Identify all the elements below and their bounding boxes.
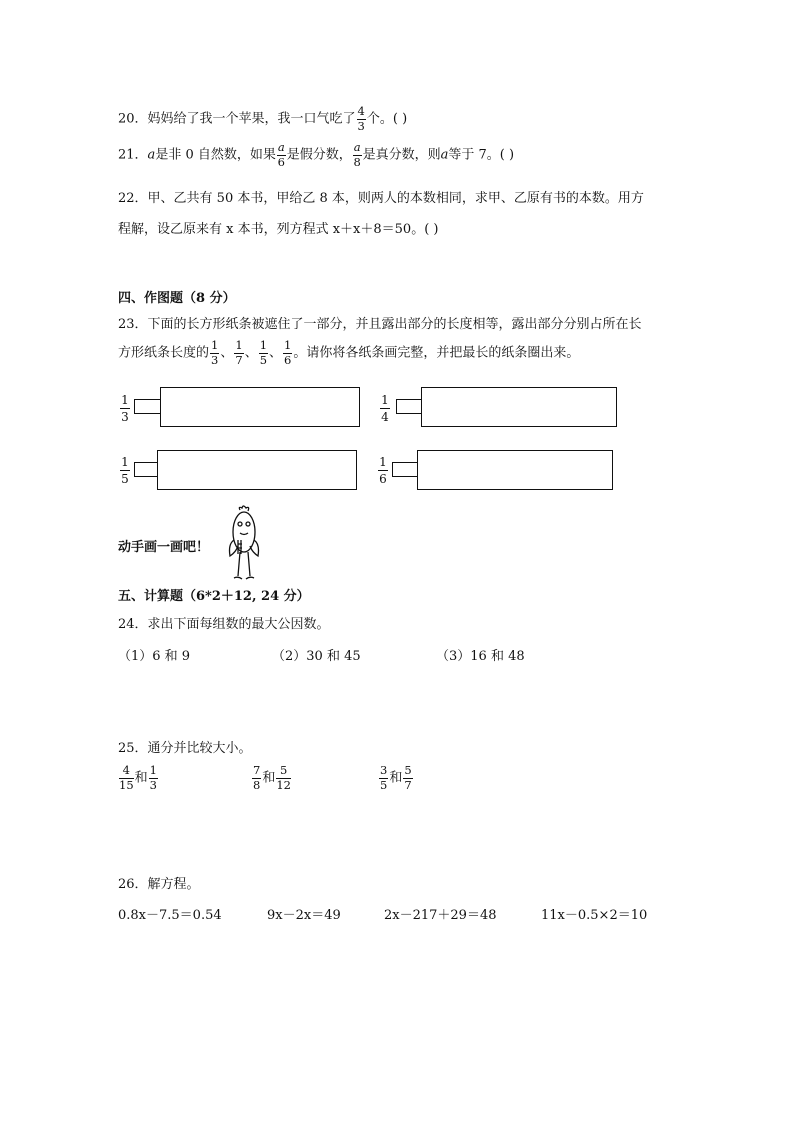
q25-pair-2: $\frac{7}{8}$ 和 $\frac{5}{12}$ (253, 763, 291, 792)
strip-cover-1-4 (421, 387, 617, 427)
question-23-line-2: 方形纸条长度的 $\frac{1}{3}$ 、 $\frac{1}{7}$ 、 $\frac{1}{5}$ 、 $\frac{1}{6}$ 。请你将各纸条画完整，并把最长的纸条圈出来。 (118, 338, 580, 367)
corn-mascot-illustration (220, 504, 268, 584)
question-23-line-1: 23．下面的长方形纸条被遮住了一部分，并且露出部分的长度相等，露出部分分别占所在长 (118, 317, 642, 332)
fraction-a-8: $\frac{a}{8}$ (353, 140, 361, 169)
question-24-title: 24．求出下面每组数的最大公因数。 (118, 617, 330, 632)
fraction-a-6: $\frac{a}{6}$ (277, 140, 285, 169)
q26-equation-3: 2x－217＋29＝48 (384, 908, 497, 923)
strip-label-1-5: 1 5 (121, 455, 129, 486)
strip-label-1-4: 1 4 (381, 393, 389, 424)
fraction-1-5: $\frac{1}{5}$ (259, 338, 268, 367)
strip-exposed-1-6 (392, 462, 418, 477)
section-4-title: 四、作图题（8 分） (118, 291, 236, 306)
strip-exposed-1-3 (134, 399, 161, 414)
q25-pair-3: $\frac{3}{5}$ 和 $\frac{5}{7}$ (380, 763, 412, 792)
strip-cover-1-5 (157, 450, 357, 490)
q26-equation-4: 11x－0.5×2＝10 (541, 908, 648, 923)
q26-equation-2: 9x－2x＝49 (267, 908, 341, 923)
q24-item-2: （2）30 和 45 (272, 649, 361, 664)
strip-cover-1-3 (160, 387, 360, 427)
q24-item-3: （3）16 和 48 (436, 649, 525, 664)
q24-item-1: （1）6 和 9 (118, 649, 191, 664)
strip-label-1-6: 1 6 (379, 455, 387, 486)
q25-pair-1: $\frac{4}{15}$ 和 $\frac{1}{3}$ (119, 763, 157, 792)
fraction-1-3: $\frac{1}{3}$ (211, 338, 219, 367)
question-26-title: 26．解方程。 (118, 877, 200, 892)
fraction-1-7: $\frac{1}{7}$ (235, 338, 243, 367)
section-5-title: 五、计算题（6*2＋12, 24 分） (118, 589, 310, 604)
corn-mascot-icon (220, 504, 268, 584)
question-21: 21．a是非 0 自然数，如果 $\frac{a}{6}$ 是假分数， $\frac{a}{8}$ 是真分数，则a等于 7。( ) (118, 140, 515, 169)
question-20: 20．妈妈给了我一个苹果，我一口气吃了 $\frac{4}{3}$ 个。( ) (118, 104, 408, 133)
strip-cover-1-6 (417, 450, 613, 490)
strip-exposed-1-5 (134, 462, 158, 477)
strip-label-1-3: 1 3 (121, 393, 129, 424)
q26-equation-1: 0.8x－7.5＝0.54 (118, 908, 222, 923)
question-22-line-1: 22．甲、乙共有 50 本书，甲给乙 8 本，则两人的本数相同，求甲、乙原有书的本数。用方 (118, 191, 644, 206)
question-25-title: 25．通分并比较大小。 (118, 741, 252, 756)
question-22-line-2: 程解，设乙原来有 x 本书，列方程式 x＋x＋8＝50。( ) (118, 222, 439, 237)
fraction-4-3: $\frac{4}{3}$ (357, 104, 365, 133)
strip-exposed-1-4 (396, 399, 422, 414)
draw-prompt: 动手画一画吧！ (118, 540, 210, 555)
fraction-1-6: $\frac{1}{6}$ (284, 338, 292, 367)
